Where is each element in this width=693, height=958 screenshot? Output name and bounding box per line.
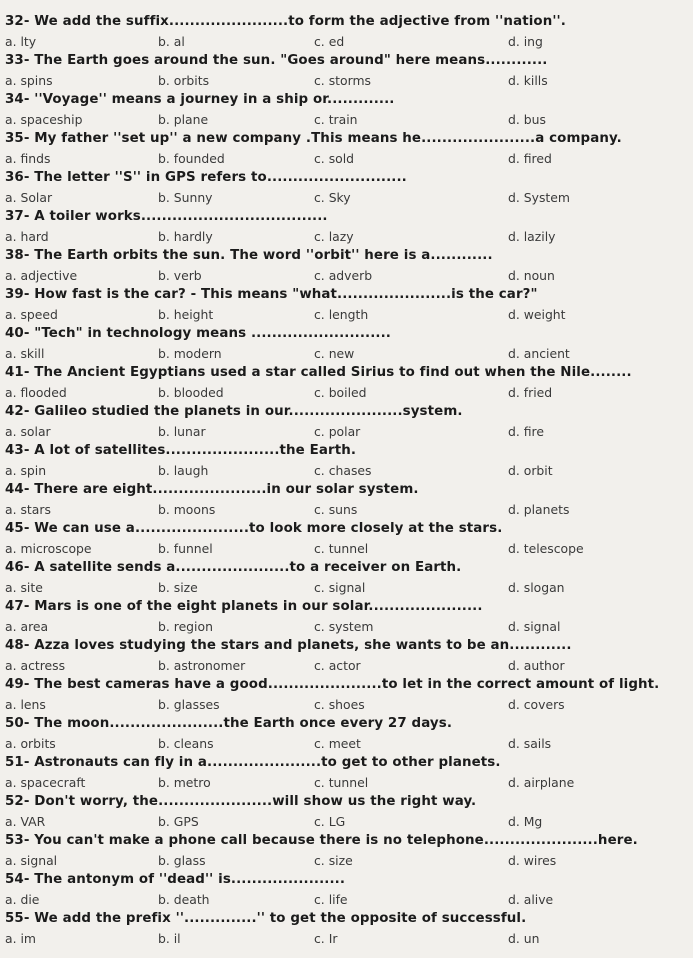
question-47 bbox=[0, 599, 693, 639]
option-b: b. blooded bbox=[158, 385, 224, 400]
option-d: d. ancient bbox=[508, 346, 570, 361]
option-d: d. fire bbox=[508, 424, 544, 439]
option-a: a. spins bbox=[5, 73, 53, 88]
option-a: a. adjective bbox=[5, 268, 78, 283]
option-c: c. length bbox=[314, 307, 369, 322]
question-34 bbox=[0, 92, 693, 132]
option-b: b. glass bbox=[158, 853, 206, 868]
option-d: d. planets bbox=[508, 502, 570, 517]
option-c: c. adverb bbox=[314, 268, 373, 283]
question-stem: 36- The letter ''S'' in GPS refers to........................... bbox=[5, 170, 407, 185]
option-b: b. verb bbox=[158, 268, 202, 283]
option-d: d. slogan bbox=[508, 580, 565, 595]
question-49 bbox=[0, 677, 693, 717]
option-a: a. hard bbox=[5, 229, 49, 244]
question-stem: 54- The antonym of ''dead'' is...................... bbox=[5, 872, 346, 887]
option-a: a. finds bbox=[5, 151, 51, 166]
option-b: b. founded bbox=[158, 151, 225, 166]
option-b: b. glasses bbox=[158, 697, 220, 712]
option-a: a. lens bbox=[5, 697, 46, 712]
question-stem: 39- How fast is the car? - This means "what......................is the car?" bbox=[5, 287, 538, 302]
question-stem: 46- A satellite sends a......................to a receiver on Earth. bbox=[5, 560, 462, 575]
option-c: c. life bbox=[314, 892, 348, 907]
option-c: c. polar bbox=[314, 424, 361, 439]
option-b: b. size bbox=[158, 580, 198, 595]
option-c: c. chases bbox=[314, 463, 372, 478]
option-a: a. orbits bbox=[5, 736, 56, 751]
option-d: d. ing bbox=[508, 34, 543, 49]
option-a: a. die bbox=[5, 892, 40, 907]
question-32 bbox=[0, 14, 693, 54]
question-35 bbox=[0, 131, 693, 171]
option-d: d. weight bbox=[508, 307, 566, 322]
question-stem: 40- "Tech" in technology means ........................... bbox=[5, 326, 391, 341]
question-stem: 51- Astronauts can fly in a......................to get to other planets. bbox=[5, 755, 501, 770]
option-c: c. LG bbox=[314, 814, 346, 829]
option-a: a. actress bbox=[5, 658, 66, 673]
option-b: b. height bbox=[158, 307, 214, 322]
question-stem: 41- The Ancient Egyptians used a star called Sirius to find out when the Nile........ bbox=[5, 365, 632, 380]
question-51 bbox=[0, 755, 693, 795]
question-44 bbox=[0, 482, 693, 522]
option-d: d. fired bbox=[508, 151, 552, 166]
option-c: c. signal bbox=[314, 580, 366, 595]
option-d: d. sails bbox=[508, 736, 552, 751]
option-c: c. train bbox=[314, 112, 358, 127]
option-d: d. author bbox=[508, 658, 565, 673]
option-c: c. storms bbox=[314, 73, 371, 88]
option-c: c. tunnel bbox=[314, 775, 369, 790]
option-b: b. cleans bbox=[158, 736, 214, 751]
option-d: d. signal bbox=[508, 619, 561, 634]
question-stem: 35- My father ''set up'' a new company .This means he......................a company. bbox=[5, 131, 622, 146]
question-stem: 33- The Earth goes around the sun. "Goes around" here means............ bbox=[5, 53, 548, 68]
question-stem: 48- Azza loves studying the stars and planets, she wants to be an............ bbox=[5, 638, 572, 653]
option-d: d. lazily bbox=[508, 229, 556, 244]
option-b: b. hardly bbox=[158, 229, 213, 244]
option-d: d. kills bbox=[508, 73, 548, 88]
question-45 bbox=[0, 521, 693, 561]
option-b: b. metro bbox=[158, 775, 211, 790]
option-a: a. im bbox=[5, 931, 36, 946]
option-c: c. boiled bbox=[314, 385, 367, 400]
question-stem: 38- The Earth orbits the sun. The word ''orbit'' here is a............ bbox=[5, 248, 493, 263]
question-42 bbox=[0, 404, 693, 444]
option-b: b. region bbox=[158, 619, 213, 634]
option-d: d. noun bbox=[508, 268, 555, 283]
option-b: b. funnel bbox=[158, 541, 213, 556]
option-b: b. modern bbox=[158, 346, 222, 361]
question-stem: 50- The moon......................the Earth once every 27 days. bbox=[5, 716, 453, 731]
option-b: b. death bbox=[158, 892, 210, 907]
option-c: c. meet bbox=[314, 736, 361, 751]
option-a: a. skill bbox=[5, 346, 45, 361]
option-d: d. fried bbox=[508, 385, 553, 400]
question-40 bbox=[0, 326, 693, 366]
question-54 bbox=[0, 872, 693, 912]
question-55 bbox=[0, 911, 693, 951]
question-41 bbox=[0, 365, 693, 405]
option-c: c. ed bbox=[314, 34, 345, 49]
option-b: b. orbits bbox=[158, 73, 210, 88]
option-d: d. orbit bbox=[508, 463, 553, 478]
option-a: a. VAR bbox=[5, 814, 46, 829]
option-d: d. covers bbox=[508, 697, 565, 712]
option-b: b. Sunny bbox=[158, 190, 213, 205]
question-52 bbox=[0, 794, 693, 834]
question-stem: 44- There are eight......................in our solar system. bbox=[5, 482, 419, 497]
option-c: c. sold bbox=[314, 151, 355, 166]
option-c: c. tunnel bbox=[314, 541, 369, 556]
option-b: b. al bbox=[158, 34, 185, 49]
option-d: d. airplane bbox=[508, 775, 575, 790]
option-b: b. laugh bbox=[158, 463, 209, 478]
option-a: a. speed bbox=[5, 307, 58, 322]
option-d: d. wires bbox=[508, 853, 557, 868]
option-c: c. system bbox=[314, 619, 374, 634]
option-a: a. microscope bbox=[5, 541, 92, 556]
question-stem: 53- You can't make a phone call because there is no telephone......................here. bbox=[5, 833, 638, 848]
question-48 bbox=[0, 638, 693, 678]
question-53 bbox=[0, 833, 693, 873]
option-a: a. stars bbox=[5, 502, 51, 517]
question-stem: 55- We add the prefix ''..............'' to get the opposite of successful. bbox=[5, 911, 527, 926]
option-c: c. Ir bbox=[314, 931, 338, 946]
option-d: d. telescope bbox=[508, 541, 584, 556]
question-stem: 52- Don't worry, the......................will show us the right way. bbox=[5, 794, 477, 809]
question-37 bbox=[0, 209, 693, 249]
question-36 bbox=[0, 170, 693, 210]
option-b: b. astronomer bbox=[158, 658, 246, 673]
option-a: a. solar bbox=[5, 424, 51, 439]
option-a: a. lty bbox=[5, 34, 37, 49]
option-c: c. Sky bbox=[314, 190, 351, 205]
option-c: c. actor bbox=[314, 658, 361, 673]
question-50 bbox=[0, 716, 693, 756]
question-39 bbox=[0, 287, 693, 327]
option-a: a. flooded bbox=[5, 385, 67, 400]
option-a: a. site bbox=[5, 580, 43, 595]
question-stem: 42- Galileo studied the planets in our......................system. bbox=[5, 404, 463, 419]
option-b: b. moons bbox=[158, 502, 216, 517]
option-c: c. shoes bbox=[314, 697, 365, 712]
question-stem: 32- We add the suffix.......................to form the adjective from ''nation''. bbox=[5, 14, 566, 29]
question-stem: 43- A lot of satellites......................the Earth. bbox=[5, 443, 357, 458]
question-stem: 47- Mars is one of the eight planets in our solar...................... bbox=[5, 599, 483, 614]
question-33 bbox=[0, 53, 693, 93]
question-stem: 45- We can use a......................to look more closely at the stars. bbox=[5, 521, 503, 536]
option-a: a. Solar bbox=[5, 190, 53, 205]
option-d: d. System bbox=[508, 190, 570, 205]
option-c: c. size bbox=[314, 853, 353, 868]
option-b: b. GPS bbox=[158, 814, 199, 829]
option-a: a. area bbox=[5, 619, 49, 634]
option-c: c. suns bbox=[314, 502, 358, 517]
option-c: c. lazy bbox=[314, 229, 354, 244]
option-d: d. bus bbox=[508, 112, 546, 127]
option-d: d. un bbox=[508, 931, 540, 946]
option-c: c. new bbox=[314, 346, 355, 361]
question-38 bbox=[0, 248, 693, 288]
question-46 bbox=[0, 560, 693, 600]
option-a: a. spin bbox=[5, 463, 47, 478]
option-a: a. signal bbox=[5, 853, 58, 868]
option-a: a. spaceship bbox=[5, 112, 83, 127]
question-43 bbox=[0, 443, 693, 483]
question-stem: 34- ''Voyage'' means a journey in a ship or............. bbox=[5, 92, 395, 107]
option-b: b. il bbox=[158, 931, 181, 946]
option-d: d. alive bbox=[508, 892, 554, 907]
option-a: a. spacecraft bbox=[5, 775, 86, 790]
option-b: b. plane bbox=[158, 112, 209, 127]
question-stem: 37- A toiler works.................................... bbox=[5, 209, 328, 224]
option-d: d. Mg bbox=[508, 814, 543, 829]
question-stem: 49- The best cameras have a good......................to let in the correct amount of light. bbox=[5, 677, 660, 692]
option-b: b. lunar bbox=[158, 424, 206, 439]
